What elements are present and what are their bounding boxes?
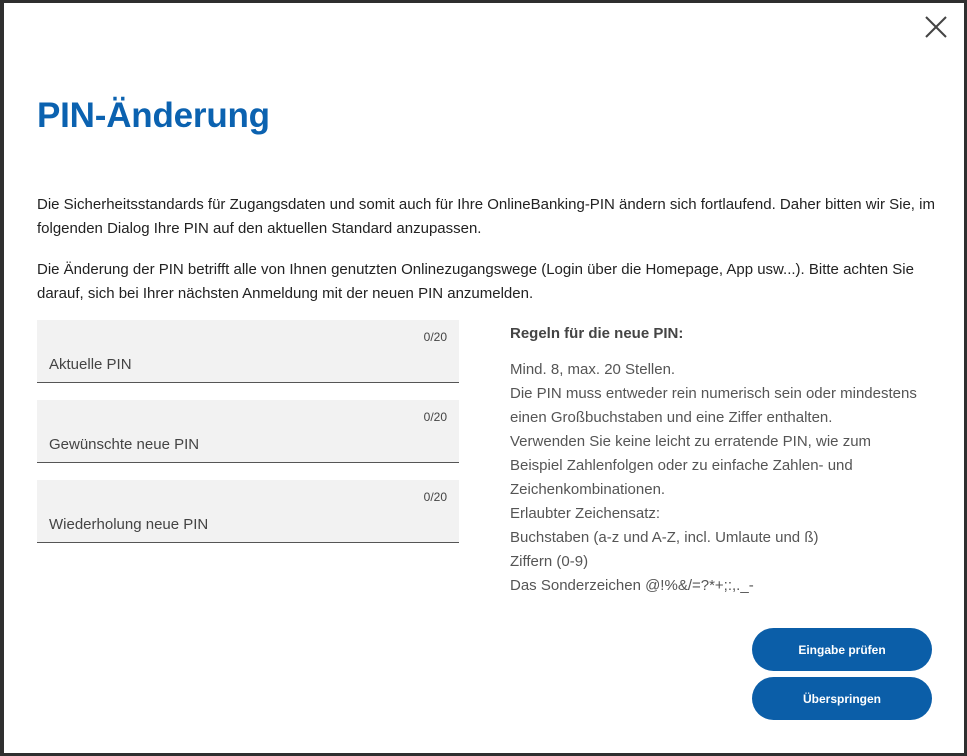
field-label: Aktuelle PIN [49,356,132,373]
pin-rules [510,322,940,598]
char-counter: 0/20 [423,410,447,424]
repeat-pin-field[interactable] [37,480,459,543]
current-pin-field[interactable] [37,320,459,383]
char-counter: 0/20 [423,330,447,344]
rule-line: Die PIN muss entweder rein numerisch sein oder mindestens [510,385,917,402]
rule-line: Verwenden Sie keine leicht zu erratende PIN, wie zum [510,433,872,450]
rule-line: Erlaubter Zeichensatz: [510,505,661,522]
info-paragraph: Die Änderung der PIN betrifft alle von Ihnen genutzten Onlinezugangswege (Login über die Homepage, App usw...). Bitte achten Sie darauf, sich bei Ihrer nächsten Anmeldung mit der neuen PIN anzumelden. [37,261,914,302]
rules-title: Regeln für die neue PIN: [510,325,684,342]
close-icon [922,13,950,41]
rule-line: Das Sonderzeichen @!%&/=?*+;:,._- [510,577,754,594]
rule-line: Zeichenkombinationen. [510,481,666,498]
rule-line: einen Großbuchstaben und eine Ziffer enthalten. [510,409,833,426]
field-label: Wiederholung neue PIN [49,516,209,533]
close-button[interactable] [922,13,950,41]
pin-change-dialog [4,3,964,753]
rule-line: Buchstaben (a-z und A-Z, incl. Umlaute und ß) [510,529,819,546]
page-title: PIN-Änderung [37,96,270,135]
check-input-button[interactable]: Eingabe prüfen [752,628,932,671]
field-label: Gewünschte neue PIN [49,436,200,453]
rule-line: Mind. 8, max. 20 Stellen. [510,361,676,378]
char-counter: 0/20 [423,490,447,504]
skip-button[interactable]: Überspringen [752,677,932,720]
intro-paragraph: Die Sicherheitsstandards für Zugangsdaten und somit auch für Ihre OnlineBanking-PIN ändern sich fortlaufend. Daher bitten wir Sie, im folgenden Dialog Ihre PIN auf den aktuellen Standard anzupassen. [37,196,935,237]
rule-line: Ziffern (0-9) [510,553,589,570]
rule-line: Beispiel Zahlenfolgen oder zu einfache Zahlen- und [510,457,853,474]
new-pin-field[interactable] [37,400,459,463]
